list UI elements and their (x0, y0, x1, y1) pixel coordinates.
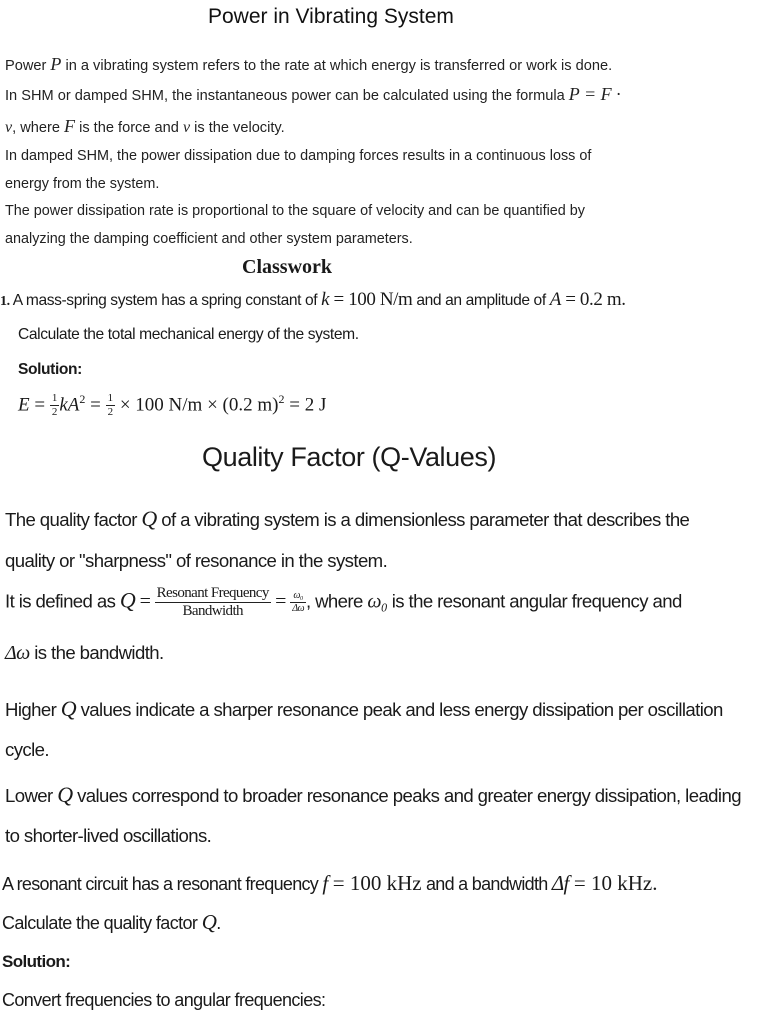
paragraph-q-definition-line2: quality or "sharpness" of resonance in the system. (5, 550, 388, 571)
classwork-heading: Classwork (242, 256, 333, 278)
classwork-question-line2: Calculate the total mechanical energy of the system. (18, 326, 359, 343)
example-question-line2: Calculate the quality factor Q. (2, 910, 221, 934)
paragraph-q-definition-line1: The quality factor Q of a vibrating system is a dimensionless parameter that describes the (5, 506, 690, 531)
paragraph-dissipation-line1: The power dissipation rate is proportional to the square of velocity and can be quantified by (5, 203, 585, 219)
paragraph-higher-q-line1: Higher Q values indicate a sharper resonance peak and less energy dissipation per oscillation (5, 696, 723, 721)
section-title-power: Power in Vibrating System (208, 5, 454, 28)
paragraph-power-definition: Power P in a vibrating system refers to the rate at which energy is transferred or work is done. (5, 54, 613, 74)
paragraph-damping-line1: In damped SHM, the power dissipation due to damping forces results in a continuous loss of (5, 148, 592, 164)
example-convert-text: Convert frequencies to angular frequencies: (2, 990, 326, 1010)
classwork-energy-equation: E = $\frac{1}{2}$ $kA^2$ = $\frac{1}{2}$ × 100 N/m × (0.2 m)$^2$ = 2 J (18, 392, 327, 419)
example-solution-label: Solution: (2, 952, 71, 971)
paragraph-power-variables: v, where F is the force and v is the velocity. (5, 116, 285, 136)
section-title-quality-factor: Quality Factor (Q-Values) (202, 442, 497, 472)
paragraph-q-formula: It is defined as Q = $\frac{\text{Resonant Frequency}}{\text{Bandwidth}}$ = $\frac{\text{ω₀}}{\Delta\omega}$ , where ω₀ is the resonant angular frequency and (5, 585, 682, 619)
example-question-line1: A resonant circuit has a resonant frequency f = 100 kHz and a bandwidth Δf = 10 kHz. (2, 871, 658, 895)
paragraph-higher-q-line2: cycle. (5, 739, 49, 760)
paragraph-lower-q-line2: to shorter-lived oscillations. (5, 825, 212, 846)
paragraph-dissipation-line2: analyzing the damping coefficient and other system parameters. (5, 231, 413, 247)
paragraph-damping-line2: energy from the system. (5, 176, 160, 192)
classwork-solution-label: Solution: (18, 361, 82, 378)
paragraph-power-formula: In SHM or damped SHM, the instantaneous power can be calculated using the formula P = F · (5, 84, 621, 104)
paragraph-q-formula-line2: Δω is the bandwidth. (5, 642, 164, 664)
paragraph-lower-q-line1: Lower Q values correspond to broader resonance peaks and greater energy dissipation, leading (5, 782, 741, 807)
classwork-question: 1. A mass-spring system has a spring constant of k = 100 N/m and an amplitude of A = 0.2 m. (0, 289, 626, 310)
